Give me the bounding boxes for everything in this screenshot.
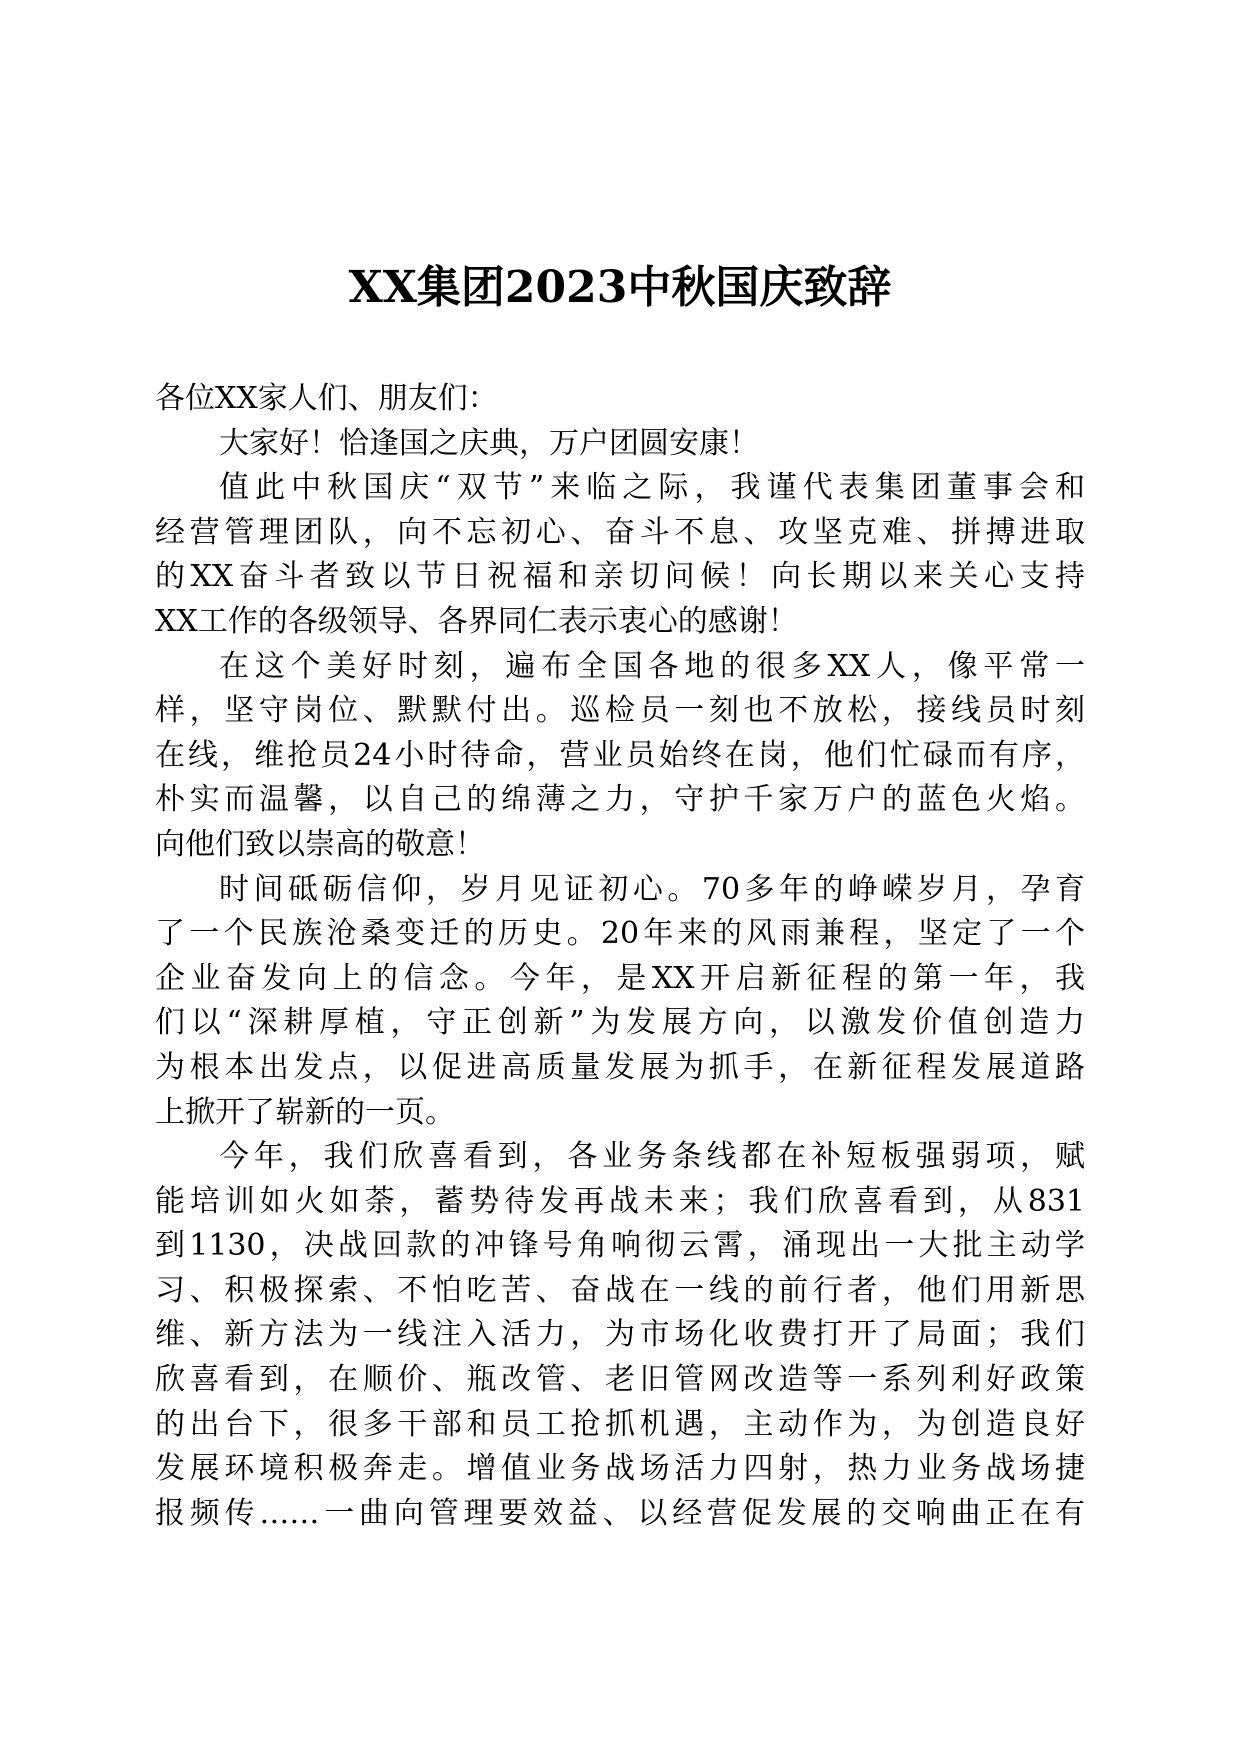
paragraph-line: 今年，我们欣喜看到，各业务条线都在补短板强弱项，赋: [219, 1139, 1085, 1175]
paragraph-line: 报频传……一曲向管理要效益、以经营促发展的交响曲正在有: [155, 1495, 1085, 1531]
paragraph-line: 向他们致以崇高的敬意！: [155, 826, 485, 862]
paragraph-line: 维、新方法为一线注入活力，为市场化收费打开了局面；我们: [155, 1317, 1085, 1353]
paragraph-line: 在线，维抢员24小时待命，营业员始终在岗，他们忙碌而有序，: [155, 737, 1085, 773]
paragraph-line: 值此中秋国庆“双节”来临之际，我谨代表集团董事会和: [219, 470, 1085, 506]
paragraph-line: 们以“深耕厚植，守正创新”为发展方向，以激发价值创造力: [155, 1005, 1085, 1041]
paragraph-line: 到1130，决战回款的冲锋号角响彻云霄，涌现出一大批主动学: [155, 1228, 1085, 1264]
paragraph-line: 朴实而温馨，以自己的绵薄之力，守护千家万户的蓝色火焰。: [155, 782, 1085, 818]
paragraph-line: 习、积极探索、不怕吃苦、奋战在一线的前行者，他们用新思: [155, 1272, 1085, 1308]
paragraph-line: 经营管理团队，向不忘初心、奋斗不息、攻坚克难、拼搏进取: [155, 514, 1085, 550]
paragraph-line: 发展环境积极奔走。增值业务战场活力四射，热力业务战场捷: [155, 1451, 1085, 1487]
paragraph-line: 上掀开了崭新的一页。: [155, 1094, 455, 1130]
paragraph-line: 企业奋发向上的信念。今年，是XX开启新征程的第一年，我: [155, 960, 1085, 996]
paragraph-line: 的出台下，很多干部和员工抢抓机遇，主动作为，为创造良好: [155, 1406, 1085, 1442]
paragraph-line: XX工作的各级领导、各界同仁表示衷心的感谢！: [155, 603, 798, 639]
paragraph-3: [155, 645, 1085, 868]
paragraph-line: 了一个民族沧桑变迁的历史。20年来的风雨兼程，坚定了一个: [155, 916, 1085, 952]
paragraph-line: 的XX奋斗者致以节日祝福和亲切问候！向长期以来关心支持: [155, 559, 1085, 595]
paragraph-line: 时间砥砺信仰，岁月见证初心。70多年的峥嵘岁月，孕育: [219, 871, 1085, 907]
paragraph-5: [155, 1135, 1085, 1536]
document-title: XX集团2023中秋国庆致辞: [348, 262, 892, 313]
paragraph-line: 欣喜看到，在顺价、瓶改管、老旧管网改造等一系列利好政策: [155, 1362, 1085, 1398]
paragraph-1: [155, 422, 1085, 467]
paragraph-line: 大家好！恰逢国之庆典，万户团圆安康！: [219, 425, 759, 461]
paragraph-line: 样，坚守岗位、默默付出。巡检员一刻也不放松，接线员时刻: [155, 693, 1085, 729]
paragraph-4: [155, 868, 1085, 1136]
paragraph-2: [155, 466, 1085, 644]
paragraph-line: 在这个美好时刻，遍布全国各地的很多XX人，像平常一: [219, 648, 1085, 684]
paragraph-line: 能培训如火如荼，蓄势待发再战未来；我们欣喜看到，从831: [155, 1183, 1085, 1219]
salutation: 各位XX家人们、朋友们：: [155, 381, 498, 416]
paragraph-line: 为根本出发点，以促进高质量发展为抓手，在新征程发展道路: [155, 1049, 1085, 1085]
document-body: [155, 377, 1085, 1536]
